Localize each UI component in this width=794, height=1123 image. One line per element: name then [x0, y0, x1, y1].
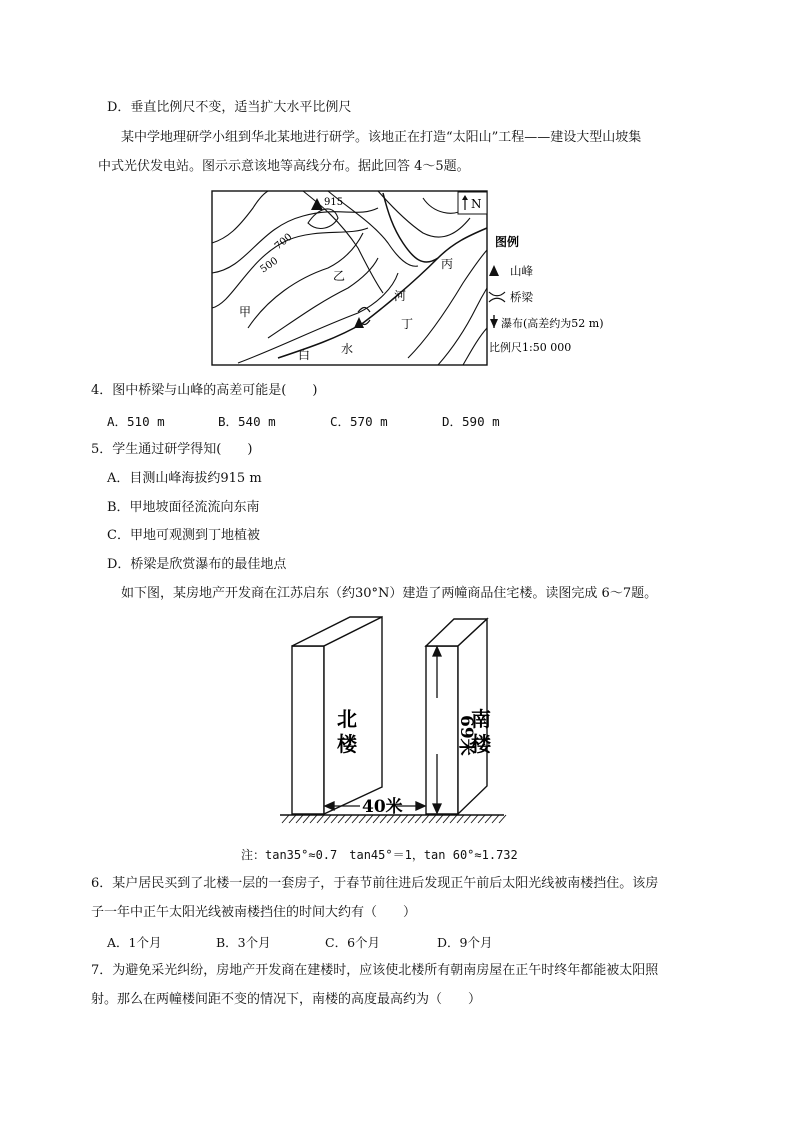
q4-option-a: A．510 m — [107, 414, 165, 429]
legend-title: 图例 — [495, 235, 520, 249]
hatch-mark — [492, 815, 499, 823]
q7-stem-line2: 射。那么在两幢楼间距不变的情况下，南楼的高度最高约为（ ） — [91, 992, 482, 1007]
hatch-mark — [331, 815, 338, 823]
intro-paragraph-2: 如下图，某房地产开发商在江苏启东（约30°N）建造了两幢商品住宅楼。读图完成 6～7题。 — [121, 586, 658, 601]
q5-stem: 5．学生通过研学得知( ) — [91, 442, 253, 457]
hatch-mark — [464, 815, 471, 823]
hatch-mark — [422, 815, 429, 823]
hatch-mark — [303, 815, 310, 823]
peak-label: 915 — [324, 197, 344, 208]
q4-option-b: B．540 m — [218, 414, 276, 429]
q6-option-c: C．6个月 — [325, 935, 381, 950]
map-scale: 比例尺1:50 000 — [489, 341, 572, 354]
map-frame — [212, 191, 487, 365]
hatch-mark — [415, 815, 422, 823]
trig-note: 注：tan35°≈0.7 tan45°＝1，tan 60°≈1.732 — [241, 848, 518, 862]
q6-stem-line1: 6．某户居民买到了北楼一层的一套房子，于春节前往进后发现正午前后太阳光线被南楼挡住。该房 — [91, 876, 659, 891]
q5-option-b: B．甲地坡面径流流向东南 — [107, 500, 260, 515]
hatch-mark — [436, 815, 443, 823]
hatch-mark — [408, 815, 415, 823]
hatch-mark — [450, 815, 457, 823]
contour-lines — [212, 191, 487, 365]
peak-marker — [311, 198, 323, 210]
q4-option-c: C．570 m — [330, 414, 388, 429]
contour-map-figure — [208, 188, 618, 370]
hatch-mark — [429, 815, 436, 823]
hatch-mark — [324, 815, 331, 823]
legend-bridge-icon — [489, 292, 505, 302]
contour-700-label: 700 — [272, 231, 295, 253]
buildings-figure — [276, 614, 508, 834]
north-building-char-2: 楼 — [337, 732, 357, 756]
q5-option-a: A．目测山峰海拔约915 m — [107, 471, 262, 486]
hatch-mark — [338, 815, 345, 823]
q6-option-a: A．1个月 — [107, 935, 162, 950]
legend-bridge-label: 桥梁 — [510, 290, 533, 304]
q6-option-b: B．3个月 — [216, 935, 271, 950]
north-label: N — [471, 197, 482, 211]
q3-option-d: D．垂直比例尺不变，适当扩大水平比例尺 — [107, 100, 352, 115]
q5-option-d: D．桥梁是欣赏瀑布的最佳地点 — [107, 557, 287, 572]
height-label: 69米 — [456, 715, 476, 756]
q6-stem-line2: 子一年中正午太阳光线被南楼挡住的时间大约有（ ） — [91, 905, 417, 920]
hatch-mark — [499, 815, 506, 823]
hatch-mark — [282, 815, 289, 823]
q5-option-c: C．甲地可观测到丁地植被 — [107, 528, 260, 543]
q4-stem: 4．图中桥梁与山峰的高差可能是( ) — [91, 383, 318, 398]
legend-peak-label: 山峰 — [510, 264, 533, 278]
hatch-mark — [457, 815, 464, 823]
contour-500-label: 500 — [258, 255, 281, 276]
intro-paragraph-1-line2: 中式光伏发电站。图示示意该地等高线分布。据此回答 4～5题。 — [98, 159, 470, 174]
hatch-mark — [317, 815, 324, 823]
river-label-shui: 水 — [341, 342, 354, 356]
north-building-char-1: 北 — [337, 707, 357, 731]
hatch-mark — [485, 815, 492, 823]
legend-waterfall-label: 瀑布(高差约为52 m) — [501, 317, 604, 330]
hatch-mark — [478, 815, 485, 823]
place-jia: 甲 — [239, 305, 252, 319]
q7-stem-line1: 7．为避免采光纠纷，房地产开发商在建楼时，应该使北楼所有朝南房屋在正午时终年都能被太阳照 — [91, 963, 659, 978]
river-label-bai: 白 — [298, 348, 311, 362]
river-label-he: 河 — [394, 289, 407, 303]
q6-option-d: D．9个月 — [437, 935, 493, 950]
legend-peak-icon — [489, 265, 499, 276]
intro-paragraph-1-line1: 某中学地理研学小组到华北某地进行研学。该地正在打造“太阳山”工程——建设大型山坡集 — [121, 130, 642, 145]
hatch-mark — [443, 815, 450, 823]
hatch-mark — [471, 815, 478, 823]
south-building-char-1: 南 — [471, 707, 491, 731]
place-ding: 丁 — [401, 317, 414, 331]
place-yi: 乙 — [333, 269, 346, 283]
distance-label: 40米 — [362, 797, 403, 817]
q4-option-d: D．590 m — [442, 414, 500, 429]
hatch-mark — [345, 815, 352, 823]
south-building-char-2: 楼 — [471, 732, 491, 756]
hatch-mark — [352, 815, 359, 823]
hatch-mark — [289, 815, 296, 823]
hatch-mark — [296, 815, 303, 823]
hatch-mark — [310, 815, 317, 823]
place-bing: 丙 — [441, 257, 454, 271]
